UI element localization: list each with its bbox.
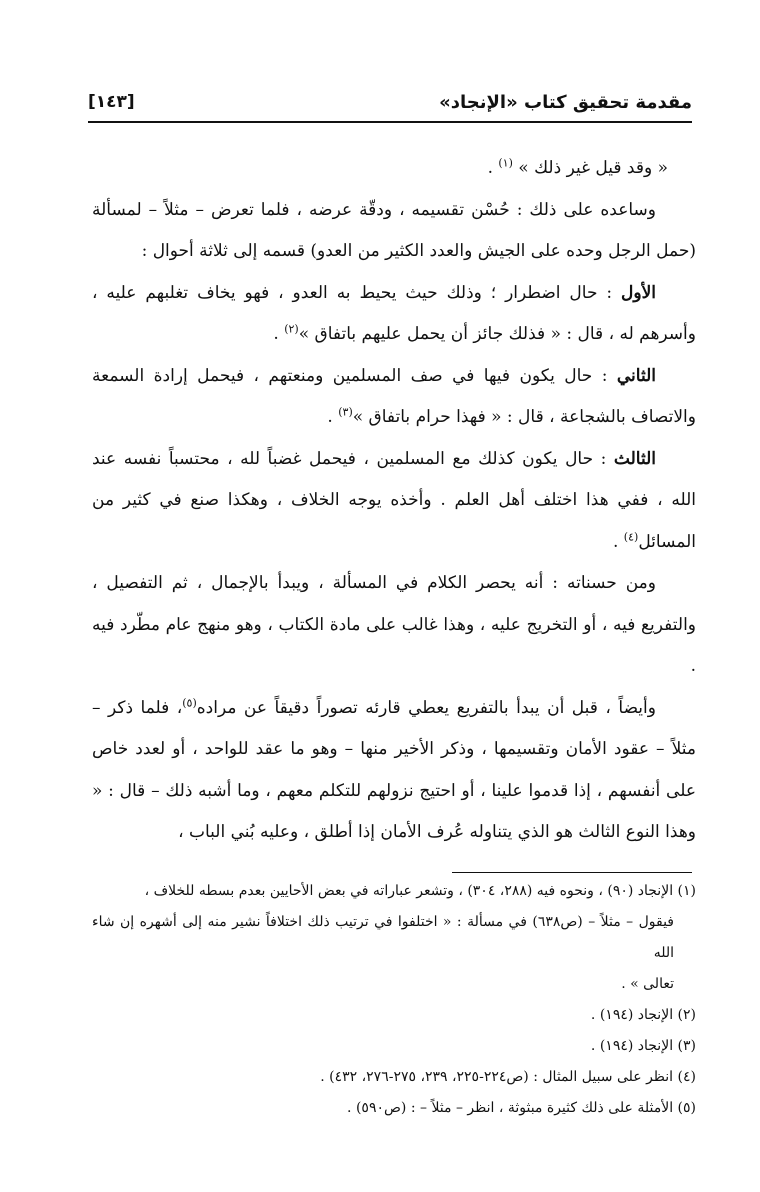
footnote-ref: (٥) (182, 695, 197, 709)
footnote-4: (٤) انظر على سبيل المثال : (ص٢٢٤-٢٢٥، ٢٣٩، ٢٧٥-٢٧٦، ٤٣٢) . (320, 1069, 696, 1085)
footnotes (92, 876, 696, 1124)
paragraph-6: ومن حسناته : أنه يحصر الكلام في المسألة ، ويبدأ بالإجمال ، ثم التفصيل ، والتفريع فيه ، أو التخريج عليه ، وهذا غالب على مادة الكتاب ، وهو منهج عام مطّرد فيه . (92, 573, 696, 676)
running-title: مقدمة تحقيق كتاب «الإنجاد» (439, 91, 692, 113)
footnote-ref: (٢) (284, 322, 299, 336)
paragraph-1: « وقد قيل غير ذلك » $^{(١)}$ . (487, 156, 668, 178)
running-header (88, 84, 692, 120)
footnote-3: (٣) الإنجاد (١٩٤) . (590, 1038, 696, 1054)
footnote-1-continuation: تعالى » . (621, 976, 674, 992)
footnote-2: (٢) الإنجاد (١٩٤) . (590, 1007, 696, 1023)
paragraph-lead-word: الأول (621, 282, 657, 303)
footnote-ref: (١) (498, 156, 513, 170)
header-rule (88, 121, 692, 123)
footnote-5: (٥) الأمثلة على ذلك كثيرة مبثوثة ، انظر – مثلاً – : (ص٥٩٠) . (347, 1100, 696, 1116)
paragraph-4: الثاني : حال يكون فيها في صف المسلمين ومنعتهم ، فيحمل إرادة السمعة والاتصاف بالشجاعة ، قال : « فهذا حرام باتفاق »$^{(٣)}$ . (92, 365, 696, 427)
footnote-ref: (٣) (338, 405, 353, 419)
footnote-separator (452, 872, 692, 873)
paragraph-2: وساعده على ذلك : حُسْن تقسيمه ، ودقّة عرضه ، فلما تعرض – مثلاً – لمسألة (حمل الرجل وحده على الجيش والعدد الكثير من العدو) قسمه إلى ثلاثة أحوال : (92, 199, 696, 261)
page-number: [١٤٣] (88, 92, 135, 112)
footnote-ref: (٤) (623, 529, 639, 543)
footnote-1: (١) الإنجاد (٩٠) ، ونحوه فيه (٢٨٨، ٣٠٤) ، وتشعر عباراته في بعض الأحايين بعدم بسطه للخلاف ، (144, 883, 696, 899)
footnote-1-continuation: فيقول – مثلاً – (ص٦٣٨) في مسألة : « اختلفوا في ترتيب ذلك اختلافاً نشير منه إلى أشهره إن شاء الله (92, 914, 674, 961)
main-text (92, 148, 696, 854)
paragraph-3: الأول : حال اضطرار ؛ وذلك حيث يحيط به العدو ، فهو يخاف تغلبهم عليه ، وأسرهم له ، قال : « فذلك جائز أن يحمل عليهم باتفاق »$^{(٢)}$ . (92, 282, 696, 344)
paragraph-lead-word: الثاني (616, 365, 657, 386)
paragraph-lead-word: الثالث (613, 448, 656, 469)
paragraph-5: الثالث : حال يكون كذلك مع المسلمين ، فيحمل غضباً لله ، محتسباً نفسه عند الله ، ففي هذا اختلف أهل العلم . وأخذه يوجه الخلاف ، وهكذا صنع في كثير من المسائل$^{(٤)}$ . (92, 448, 696, 552)
paragraph-7: وأيضاً ، قبل أن يبدأ بالتفريع يعطي قارئه تصوراً دقيقاً عن مراده$^{(٥)}$، فلما ذكر – مثلاً – عقود الأمان وتقسيمها ، وذكر الأخير منها – وهو ما عقد للواحد ، أو لعدد خاص على أنفسهم ، إذا قدموا علينا ، أو احتيج نزولهم للتكلم معهم ، وما أشبه ذلك – قال : « وهذا النوع الثالث هو الذي يتناوله عُرف الأمان إذا أطلق ، وعليه بُني الباب ، (92, 695, 696, 842)
